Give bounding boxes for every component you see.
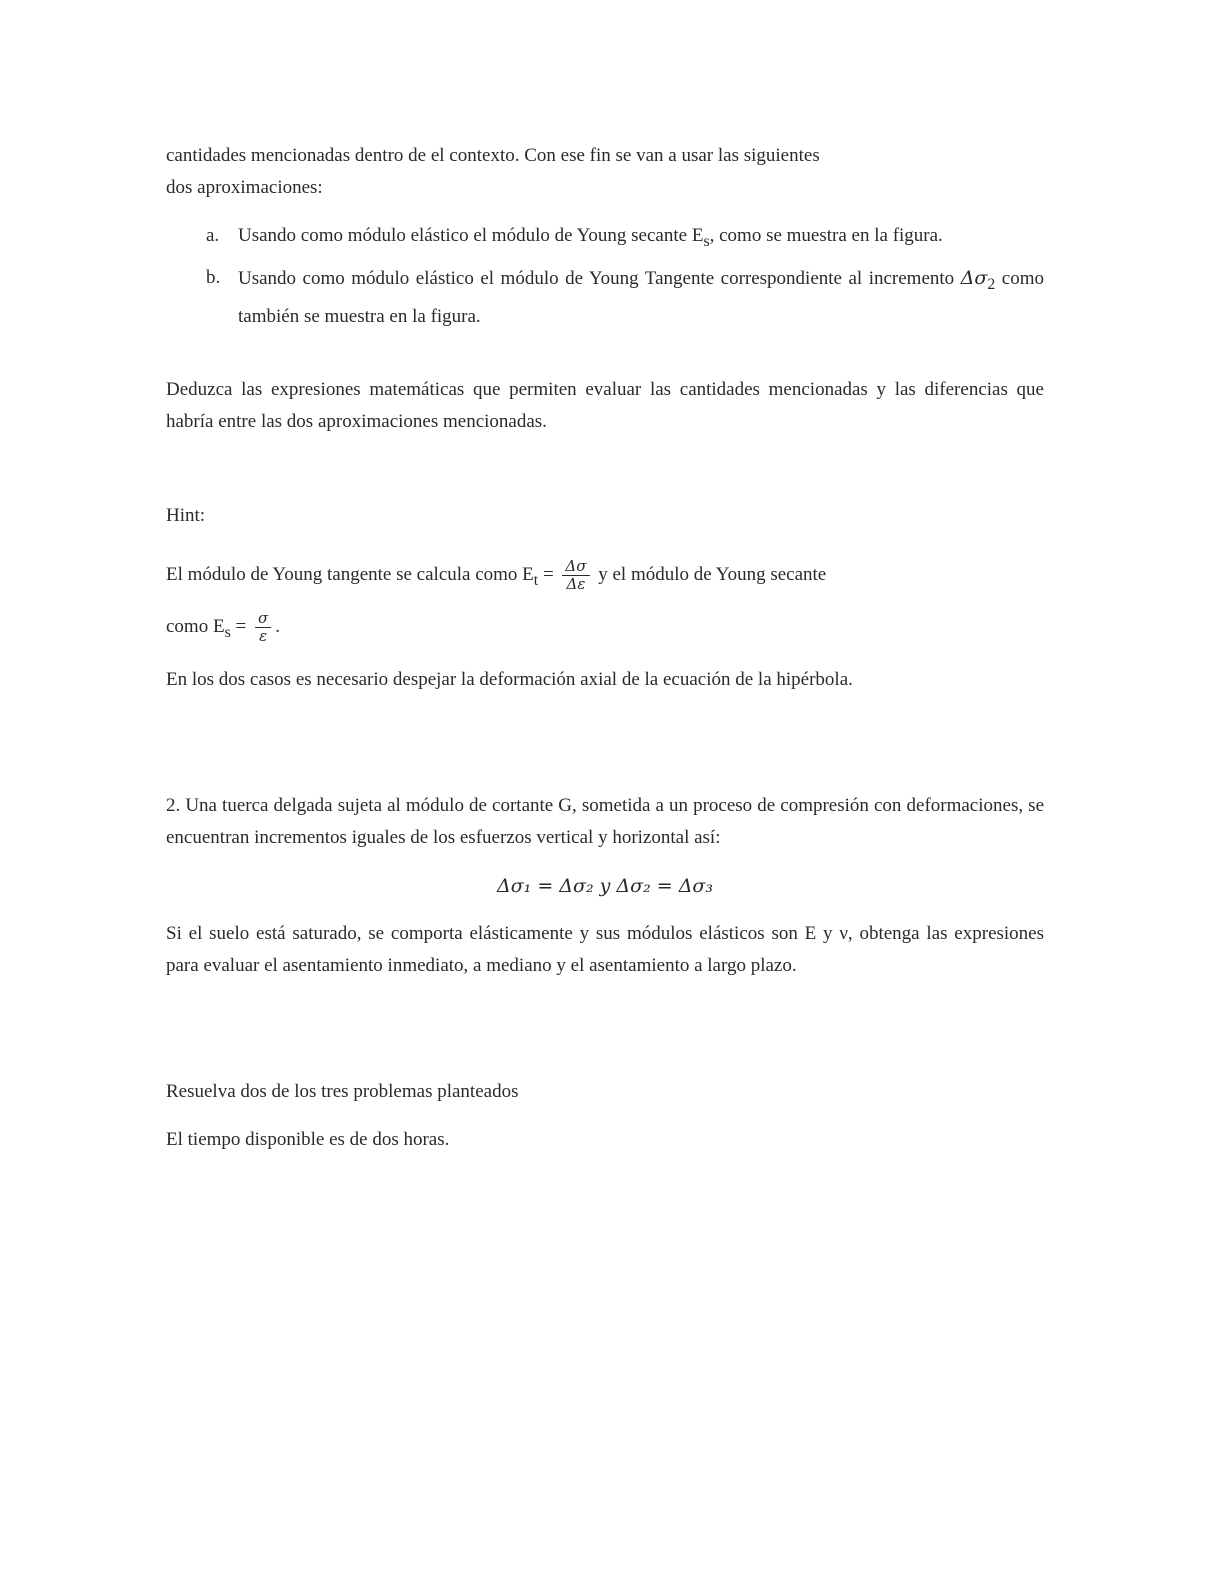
hint-text-2: y el módulo de Young secante [593, 564, 827, 585]
intro-paragraph [166, 140, 1044, 204]
list-item [166, 262, 1044, 333]
hint-text-1: El módulo de Young tangente se calcula como E [166, 564, 534, 585]
problem-2-question: Si el suelo está saturado, se comporta elásticamente y sus módulos elásticos son E y ν, obtenga las expresiones para evaluar el asentamiento inmediato, a mediano y el asentamiento a largo plazo. [166, 923, 1044, 976]
list-item-tail: como también se muestra en la figura. [238, 267, 1044, 327]
list-marker: a. [206, 225, 220, 246]
hint-paragraph [166, 552, 1044, 656]
hint-period: . [275, 615, 280, 637]
intro-line-1: cantidades mencionadas dentro de el contexto. Con ese fin se van a usar las siguientes [166, 145, 820, 166]
list-item-text: Usando como módulo elástico el módulo de Young Tangente correspondiente al incremento [238, 267, 961, 289]
hint-eq: = [230, 615, 251, 637]
list-item-tail: , como se muestra en la figura. [709, 225, 943, 246]
list-item-sub: s [703, 232, 710, 250]
list-item-math: Δσ [960, 266, 988, 289]
hint-note: En los dos casos es necesario despejar la deformación axial de la ecuación de la hipérbola. [166, 669, 853, 690]
intro-line-2: dos aproximaciones: [166, 177, 323, 198]
hint-eq: = [538, 564, 559, 585]
tangent-modulus-fraction [562, 558, 589, 593]
instructions-line-1: Resuelva dos de los tres problemas planteados [166, 1081, 519, 1102]
hint-text-3: como E [166, 615, 225, 637]
hint-sub-t: t [533, 571, 539, 589]
list-item-text: Usando como módulo elástico el módulo de Young secante E [238, 225, 704, 246]
conclusion-paragraph: Deduzca las expresiones matemáticas que permiten evaluar las cantidades mencionadas y las diferencias que habría entre las dos aproximaciones mencionadas. [166, 379, 1044, 432]
instructions-line-2: El tiempo disponible es de dos horas. [166, 1129, 450, 1150]
list-marker: b. [206, 266, 221, 288]
fraction-numerator: Δσ [562, 558, 589, 576]
problem-2-statement: 2. Una tuerca delgada sujeta al módulo de cortante G, sometida a un proceso de compresión con deformaciones, se encuentran incrementos iguales de los esfuerzos vertical y horizontal así: [166, 795, 1044, 848]
approximation-list [166, 220, 1044, 333]
hint-label: Hint: [166, 505, 206, 526]
fraction-numerator: σ [255, 610, 271, 628]
hint-sub-s: s [224, 623, 231, 641]
fraction-denominator: ε [259, 626, 268, 645]
secant-modulus-fraction [255, 610, 271, 645]
list-item [166, 220, 1044, 258]
list-item-sub: 2 [987, 275, 996, 293]
fraction-denominator: Δε [566, 575, 586, 594]
problem-2-equation: Δσ₁ = Δσ₂ y Δσ₂ = Δσ₃ [496, 875, 714, 897]
